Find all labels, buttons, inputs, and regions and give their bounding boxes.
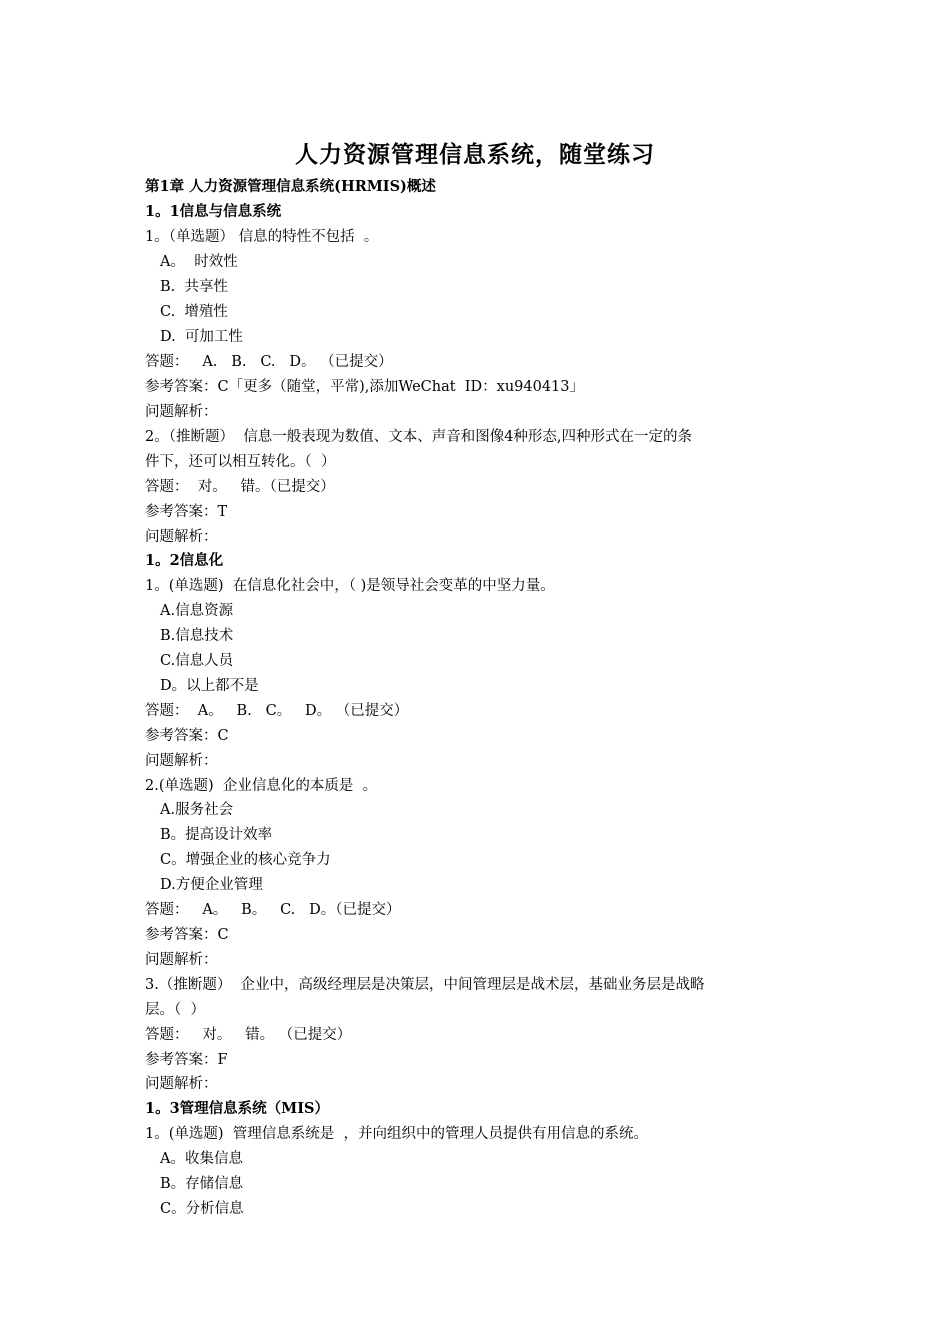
option-c[interactable]: C.信息人员: [160, 653, 234, 669]
section-heading-1-3: 1。3管理信息系统（MIS）: [145, 1100, 329, 1117]
analysis-label: 问题解析：: [145, 753, 218, 769]
question-text-continued: 层。（ ）: [145, 1002, 205, 1018]
option-b[interactable]: B.信息技术: [160, 628, 234, 644]
question-text-continued: 件下，还可以相互转化。（ ）: [145, 454, 336, 470]
question-text: 2。（推断题） 信息一般表现为数值、文本、声音和图像4种形态,四种形式在一定的条: [145, 429, 693, 445]
answer-line: 答题： 对。 错。（已提交）: [145, 479, 335, 495]
option-b[interactable]: B。提高设计效率: [160, 827, 273, 843]
option-a[interactable]: A。 时效性: [160, 254, 238, 270]
answer-line: 答题： 对。 错。 （已提交）: [145, 1027, 352, 1043]
reference-answer: 参考答案：C「更多（随堂，平常),添加WeChat ID：xu940413」: [145, 379, 585, 395]
answer-line: 答题： A. B. C. D。 （已提交）: [145, 354, 393, 370]
option-a[interactable]: A.服务社会: [160, 802, 234, 818]
analysis-label: 问题解析：: [145, 952, 218, 968]
option-a[interactable]: A。收集信息: [160, 1151, 243, 1167]
question-text: 1。(单选题) 管理信息系统是 ，并向组织中的管理人员提供有用信息的系统。: [145, 1126, 648, 1142]
reference-answer: 参考答案：F: [145, 1052, 228, 1068]
section-heading-1-1: 1。1信息与信息系统: [145, 203, 282, 220]
reference-answer: 参考答案：C: [145, 927, 229, 943]
answer-line: 答题： A。 B。 C. D。（已提交）: [145, 902, 401, 918]
document-title: 人力资源管理信息系统，随堂练习: [295, 141, 655, 168]
question-text: 3.（推断题） 企业中，高级经理层是决策层，中间管理层是战术层，基础业务层是战略: [145, 977, 705, 993]
reference-answer: 参考答案：C: [145, 728, 229, 744]
section-heading-1-2: 1。2信息化: [145, 552, 224, 569]
option-d[interactable]: D。以上都不是: [160, 678, 259, 694]
option-d[interactable]: D. 可加工性: [160, 329, 243, 345]
analysis-label: 问题解析：: [145, 1076, 218, 1092]
option-d[interactable]: D.方便企业管理: [160, 877, 263, 893]
question-text: 1。（单选题） 信息的特性不包括 。: [145, 229, 379, 245]
option-c[interactable]: C. 增殖性: [160, 304, 228, 320]
analysis-label: 问题解析：: [145, 404, 218, 420]
option-c[interactable]: C。增强企业的核心竞争力: [160, 852, 331, 868]
option-b[interactable]: B. 共享性: [160, 279, 228, 295]
option-a[interactable]: A.信息资源: [160, 603, 234, 619]
answer-line: 答题： A。 B. C。 D。 （已提交）: [145, 703, 409, 719]
question-text: 2.(单选题) 企业信息化的本质是 。: [145, 778, 378, 794]
option-b[interactable]: B。存储信息: [160, 1176, 244, 1192]
question-text: 1。(单选题) 在信息化社会中，（ )是领导社会变革的中坚力量。: [145, 578, 555, 594]
analysis-label: 问题解析：: [145, 529, 218, 545]
option-c[interactable]: C。分析信息: [160, 1201, 244, 1217]
reference-answer: 参考答案：T: [145, 504, 228, 520]
chapter-heading: 第1章 人力资源管理信息系统(HRMIS)概述: [145, 178, 436, 195]
